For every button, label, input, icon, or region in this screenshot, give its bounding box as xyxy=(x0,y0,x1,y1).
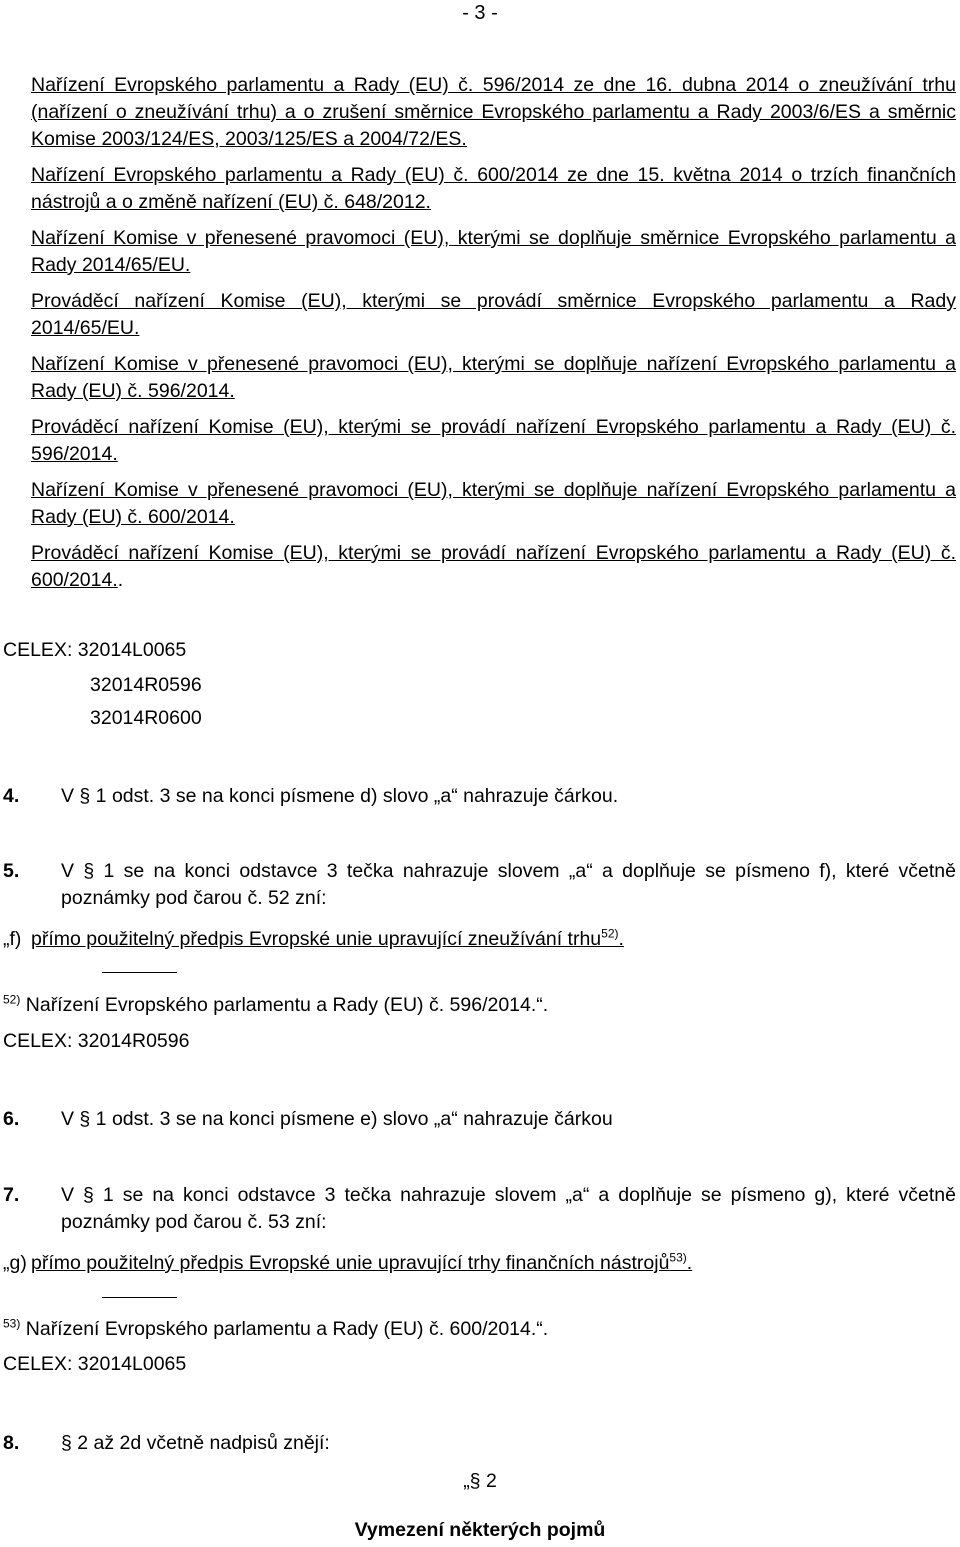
item-5-text: V § 1 se na konci odstavce 3 tečka nahrazuje slovem „a“ a doplňuje se písmeno f), které včetně poznámky pod čarou č. 52 zní: xyxy=(61,860,956,909)
quote-g-end: . xyxy=(686,1252,693,1274)
reference-4: Prováděcí nařízení Komise (EU), kterými se provádí směrnice Evropského parlamentu a Rady 2014/65/EU. xyxy=(31,290,956,339)
item-4-number: 4. xyxy=(3,785,20,807)
item-7-text: V § 1 se na konci odstavce 3 tečka nahrazuje slovem „a“ a doplňuje se písmeno g), které včetně poznámky pod čarou č. 53 zní: xyxy=(61,1184,956,1233)
footnote-53-sup: 53) xyxy=(3,1316,21,1331)
item-8-text: § 2 až 2d včetně nadpisů znějí: xyxy=(61,1432,330,1454)
reference-2: Nařízení Evropského parlamentu a Rady (EU) č. 600/2014 ze dne 15. května 2014 o trzích finančních nástrojů a o změně nařízení (EU) č. 648/2012. xyxy=(31,164,956,213)
footnote-52-text: Nařízení Evropského parlamentu a Rady (EU) č. 596/2014.“. xyxy=(25,994,549,1016)
reference-8 xyxy=(31,540,956,594)
item-7-number: 7. xyxy=(3,1184,20,1206)
quote-f-text xyxy=(31,926,624,953)
footnote-52 xyxy=(3,992,548,1019)
page-number: - 3 - xyxy=(462,2,498,24)
item-6-text: V § 1 odst. 3 se na konci písmene e) slovo „a“ nahrazuje čárkou xyxy=(61,1108,613,1130)
quote-g-sup: 53) xyxy=(669,1250,687,1265)
quote-g-mark: „g) xyxy=(3,1252,27,1274)
footnote-53-text: Nařízení Evropského parlamentu a Rady (EU) č. 600/2014.“. xyxy=(25,1318,549,1340)
reference-1: Nařízení Evropského parlamentu a Rady (EU) č. 596/2014 ze dne 16. dubna 2014 o zneužívání trhu (nařízení o zneužívání trhu) a o zrušení směrnice Evropského parlamentu a Rady 2003/6/ES a směrnic Komise 2003/124/ES, 2003/125/ES a 2004/72/ES. xyxy=(31,74,956,150)
footnote-52-celex: CELEX: 32014R0596 xyxy=(3,1030,190,1052)
celex-line-1: CELEX: 32014L0065 xyxy=(3,639,187,661)
celex-line-3: 32014R0600 xyxy=(90,707,202,729)
item-6-number: 6. xyxy=(3,1108,20,1130)
footnote-53-celex: CELEX: 32014L0065 xyxy=(3,1353,187,1375)
footnote-divider-52 xyxy=(102,972,177,973)
quote-f-end: . xyxy=(618,928,624,950)
quote-f-body: přímo použitelný předpis Evropské unie upravující zneužívání trhu xyxy=(31,928,602,950)
section-mark: „§ 2 xyxy=(463,1470,497,1492)
item-8-number: 8. xyxy=(3,1432,20,1454)
reference-8-trailing: . xyxy=(117,569,124,591)
footnote-divider-53 xyxy=(102,1297,177,1298)
reference-5: Nařízení Komise v přenesené pravomoci (EU), kterými se doplňuje nařízení Evropského parlamentu a Rady (EU) č. 596/2014. xyxy=(31,353,956,402)
reference-8-text: Prováděcí nařízení Komise (EU), kterými se provádí nařízení Evropského parlamentu a Rady (EU) č. 600/2014. xyxy=(31,542,956,591)
footnote-52-sup: 52) xyxy=(3,992,21,1007)
item-4-text: V § 1 odst. 3 se na konci písmene d) slovo „a“ nahrazuje čárkou. xyxy=(61,785,619,807)
reference-7: Nařízení Komise v přenesené pravomoci (EU), kterými se doplňuje nařízení Evropského parlamentu a Rady (EU) č. 600/2014. xyxy=(31,479,956,528)
reference-6: Prováděcí nařízení Komise (EU), kterými se provádí nařízení Evropského parlamentu a Rady (EU) č. 596/2014. xyxy=(31,416,956,465)
legal-references xyxy=(31,72,956,603)
quote-f-mark: „f) xyxy=(3,928,22,950)
item-5-number: 5. xyxy=(3,860,20,882)
celex-line-2: 32014R0596 xyxy=(90,674,202,696)
footnote-53 xyxy=(3,1316,548,1343)
section-heading: Vymezení některých pojmů xyxy=(354,1519,606,1541)
reference-3: Nařízení Komise v přenesené pravomoci (EU), kterými se doplňuje směrnice Evropského parlamentu a Rady 2014/65/EU. xyxy=(31,227,956,276)
quote-g-text xyxy=(31,1250,692,1277)
quote-f-sup: 52) xyxy=(601,926,619,941)
quote-g-body: přímo použitelný předpis Evropské unie upravující trhy finančních nástrojů xyxy=(31,1252,670,1274)
